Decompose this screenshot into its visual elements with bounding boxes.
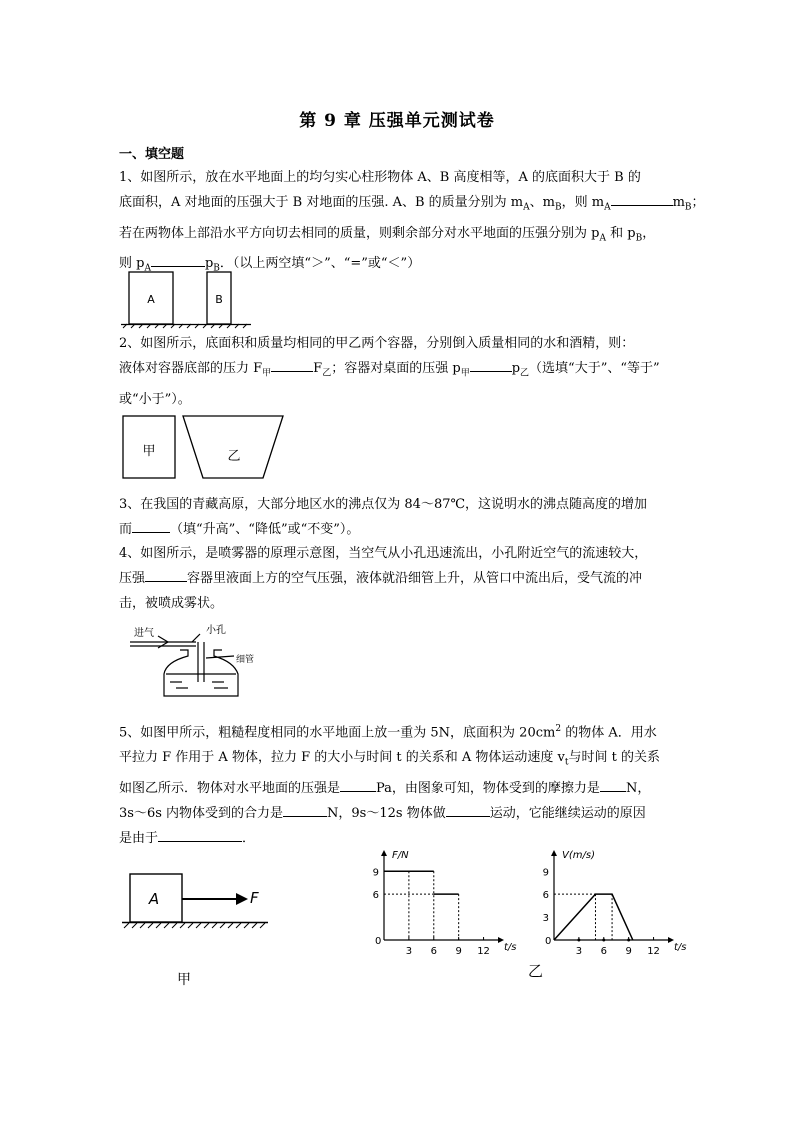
q5-line-1: 5、如图甲所示，粗糙程度相同的水平地面上放一重为 5N，底面积为 $20cm^2$ 的物体 A．用水 xyxy=(119,724,657,741)
q5-line-3: 如图乙所示．物体对水平地面的压强是 Pa，由图象可知，物体受到的摩擦力是 N， xyxy=(119,776,679,801)
q1-line-3: 若在两物体上部沿水平方向切去相同的质量，则剩余部分对水平地面的压强分别为 $p_A$ 和 $p_B$， xyxy=(119,225,656,244)
answer-blank-5[interactable] xyxy=(132,518,170,533)
label-tube: 细管 xyxy=(236,655,255,665)
question-2 xyxy=(119,331,679,412)
y-axis-arrow xyxy=(381,850,387,856)
q2-line-3: 或“小于”）。 xyxy=(119,391,191,407)
answer-blank-7[interactable] xyxy=(340,777,376,792)
y-axis-arrow xyxy=(551,850,557,856)
force-arrowhead xyxy=(236,893,248,905)
x-tick-label: 12 xyxy=(477,946,490,957)
x-tick-dot xyxy=(602,939,605,942)
x-tick-label: 9 xyxy=(455,946,462,957)
x-tick-dot xyxy=(627,939,630,942)
q4-line-2: 压强 容器里液面上方的空气压强，液体就沿细管上升，从管口中流出后，受气流的冲 xyxy=(119,566,679,591)
x-axis-label: t/s xyxy=(504,942,517,953)
x-tick-label: 12 xyxy=(647,946,660,957)
answer-blank-2[interactable] xyxy=(151,252,205,267)
x-tick-label: 6 xyxy=(600,946,607,957)
origin-label: 0 xyxy=(545,936,552,947)
y-tick-label: 3 xyxy=(542,913,549,925)
q1-line-4: 则 $p_A$ $p_B$．（以上两空填“＞”、“=”或“＜”） xyxy=(119,251,679,282)
answer-blank-10[interactable] xyxy=(446,802,490,817)
q5-line-2: 平拉力 F 作用于 A 物体，拉力 F 的大小与时间 t 的关系和 A 物体运动速度 $v_t$与时间 t 的关系 xyxy=(119,750,660,768)
block-a-q5-label: A xyxy=(148,890,160,908)
q3-line-2: 而 （填“升高”、“降低”或“不变”）。 xyxy=(119,517,679,542)
q2-line-2: 液体对容器底部的压力 $F_甲$ $F_乙$；容器对桌面的压强 $p_甲$ $p_乙$（选填“大于”、“等于” xyxy=(119,356,679,387)
page-title: 第 9 章 压强单元测试卷 xyxy=(299,111,495,131)
origin-label: 0 xyxy=(375,936,382,947)
answer-blank-9[interactable] xyxy=(283,802,327,817)
figure-q5-jia xyxy=(118,862,278,992)
container-yi-label: 乙 xyxy=(227,449,241,464)
x-tick-label: 9 xyxy=(625,946,632,957)
container-jia-label: 甲 xyxy=(142,444,156,459)
q3-line-1: 3、在我国的青藏高原，大部分地区水的沸点仅为 84～87℃，这说明水的沸点随高度的增加 xyxy=(119,497,648,512)
x-axis-label: t/s xyxy=(674,942,687,953)
container-yi xyxy=(183,416,283,478)
question-4 xyxy=(119,541,679,616)
label-hole: 小孔 xyxy=(206,625,226,636)
series-line xyxy=(554,894,633,940)
figure-q2-containers xyxy=(119,412,299,484)
y-tick-label: 9 xyxy=(542,867,549,879)
figure-yi-caption: 乙 xyxy=(528,962,544,980)
q1-line-2: 底面积，A 对地面的压强大于 B 对地面的压强. A、B 的质量分别为 $m_A$、$m_B$，则 $m_A$ $m_B$； xyxy=(119,190,679,221)
answer-blank-6[interactable] xyxy=(145,567,187,582)
answer-blank-4[interactable] xyxy=(470,357,512,372)
y-axis-label: F/N xyxy=(392,850,409,861)
x-tick-label: 6 xyxy=(430,946,437,957)
answer-blank-1[interactable] xyxy=(611,191,673,206)
label-inlet: 进气 xyxy=(134,628,154,639)
x-tick-label: 3 xyxy=(405,946,413,957)
question-5 xyxy=(119,717,679,851)
q2-line-1: 2、如图所示，底面积和质量均相同的甲乙两个容器，分别倒入质量相同的水和酒精，则： xyxy=(119,336,635,351)
y-tick-label: 6 xyxy=(372,890,379,902)
q5-line-5: 是由于 ． xyxy=(119,826,679,851)
question-3 xyxy=(119,492,679,542)
x-tick-dot xyxy=(577,939,580,942)
x-tick-label: 3 xyxy=(575,946,583,957)
chart-velocity-time xyxy=(530,848,690,968)
block-b-label: B xyxy=(215,293,223,306)
q1-line-1: 1、如图所示，放在水平地面上的均匀实心柱形物体 A、B 高度相等，A 的底面积大于 B 的 xyxy=(119,170,641,185)
question-1 xyxy=(119,165,705,282)
y-tick-label: 6 xyxy=(542,890,549,902)
figure-q4-sprayer xyxy=(128,622,288,702)
q5-line-4: 3s～6s 内物体受到的合力是 N，9s～12s 物体做 运动，它能继续运动的原因 xyxy=(119,801,679,826)
q4-line-3: 击，被喷成雾状。 xyxy=(119,596,224,611)
figure-q1-blocks xyxy=(119,268,259,330)
block-a-label: A xyxy=(147,293,155,306)
figure-jia-caption: 甲 xyxy=(177,972,191,988)
q5-ground-hatching xyxy=(124,923,265,928)
y-axis-label: V(m/s) xyxy=(562,850,595,861)
section-heading: 一、填空题 xyxy=(119,147,185,162)
q4-line-1: 4、如图所示，是喷雾器的原理示意图，当空气从小孔迅速流出，小孔附近空气的流速较大， xyxy=(119,546,648,561)
answer-blank-11[interactable] xyxy=(158,827,242,842)
y-tick-label: 9 xyxy=(372,867,379,879)
answer-blank-3[interactable] xyxy=(271,357,313,372)
chart-force-time xyxy=(360,848,520,968)
sprayer-drawing xyxy=(130,634,238,696)
answer-blank-8[interactable] xyxy=(600,777,626,792)
force-label: F xyxy=(250,889,259,907)
